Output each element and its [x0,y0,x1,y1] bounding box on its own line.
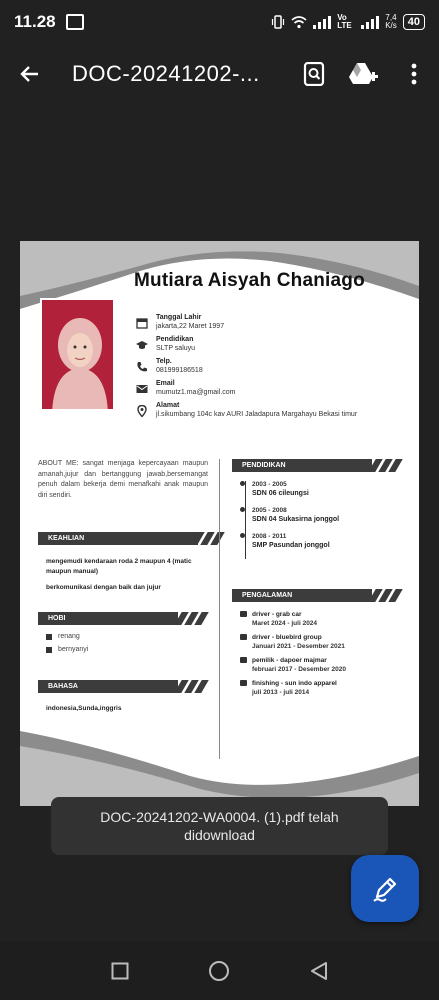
mail-icon [136,383,148,395]
hobby-label: renang [58,633,80,640]
experience-title: pemilik - dapoer majmar [252,657,327,664]
section-title: KEAHLIAN [48,535,85,542]
experience-list [240,610,400,702]
education-school: SDN 04 Sukasirna jonggol [252,516,340,523]
section-header-pendidikan [232,459,372,472]
experience-item [240,656,400,674]
experience-title: driver - grab car [252,611,302,618]
education-item [242,506,402,525]
document-title: DOC-20241202-... [72,61,260,86]
contact-info-list [136,313,411,423]
header-stripes [190,532,226,545]
app-bar [0,44,439,104]
header-stripes [174,612,210,625]
triangle-back-icon [310,961,328,981]
about-me-text: ABOUT ME: sangat menjaga kepercayaan maupun amanah,jujur dan bertanggung jawab,bersemangat penuh dalam bekerja demi menafkahi anak maupun diri sendiri. [38,460,208,499]
gallery-notification-icon [66,14,84,30]
info-birthdate [136,313,411,332]
system-nav-bar [0,941,439,1000]
experience-item [240,610,400,628]
status-icons [271,14,425,30]
checkbox-icon [46,634,52,640]
education-years: 2005 - 2008 [252,507,287,514]
briefcase-icon [240,611,247,617]
status-time: 11.28 [14,12,56,31]
signal-icon [313,15,331,29]
info-label: Tanggal Lahir [156,314,202,321]
briefcase-icon [240,657,247,663]
download-toast: DOC-20241202-WA0004. (1).pdf telah didownload [51,797,388,855]
experience-date: Maret 2024 - juli 2024 [252,620,318,627]
document-search-icon [303,62,325,86]
square-icon [111,962,129,980]
experience-date: Januari 2021 - Desember 2021 [252,643,345,650]
skill-item: mengemudi kendaraan roda 2 maupun 4 (matic maupun manual) [46,558,192,575]
info-value: SLTP saluyu [156,345,196,352]
search-in-document-button[interactable] [289,49,339,99]
calendar-icon [136,317,148,329]
section-title: PENDIDIKAN [242,462,286,469]
info-label: Telp. [156,358,172,365]
net-rate-unit: K/s [385,21,397,30]
battery-level: 40 [407,16,420,28]
edit-fab-button[interactable] [351,855,419,922]
header-stripes [368,589,404,602]
signal-icon-2 [361,15,379,29]
hobby-item [46,633,80,640]
briefcase-icon [240,680,247,686]
education-item [242,532,402,551]
status-bar [0,0,439,44]
info-value: mumutz1.ma@gmail.com [156,389,236,396]
phone-icon [136,361,148,373]
experience-title: finishing - sun indo apparel [252,680,337,687]
education-school: SMP Pasundan jonggol [252,542,330,549]
info-phone [136,357,411,376]
section-header-hobi [38,612,178,625]
edit-pen-icon [371,875,399,903]
education-years: 2003 - 2005 [252,481,287,488]
header-stripes [368,459,404,472]
education-timeline [242,480,402,558]
section-title: BAHASA [48,683,78,690]
recents-button[interactable] [100,951,140,991]
battery-icon [403,14,425,30]
info-email [136,379,411,398]
cv-name: Mutiara Aisyah Chaniago [134,270,365,291]
timeline-dot [240,533,245,538]
timeline-dot [240,481,245,486]
pdf-page[interactable] [20,241,419,806]
net-rate [385,14,397,30]
briefcase-icon [240,634,247,640]
graduation-cap-icon [136,339,148,351]
info-value: jakarta,22 Maret 1997 [156,323,225,330]
skill-item: berkomunikasi dengan baik dan jujur [46,584,161,591]
wifi-icon [291,16,307,29]
info-label: Pendidikan [156,336,194,343]
header-stripes [174,680,210,693]
net-rate-value: 7,4 [385,13,397,22]
experience-item [240,679,400,697]
back-arrow-icon [18,62,42,86]
more-vert-icon [411,63,417,85]
section-header-keahlian [38,532,198,545]
timeline-dot [240,507,245,512]
vibrate-icon [271,15,285,29]
section-title: HOBI [48,615,66,622]
hobby-item [46,646,88,653]
experience-date: februari 2017 - Desember 2020 [252,666,346,673]
back-nav-button[interactable] [299,951,339,991]
education-years: 2008 - 2011 [252,533,287,540]
location-pin-icon [136,405,148,417]
info-value: 081999186518 [156,367,203,374]
checkbox-icon [46,647,52,653]
section-header-bahasa [38,680,178,693]
profile-photo [40,298,115,411]
drive-add-icon [349,62,379,86]
network-type: Vo LTE [337,13,352,30]
education-item [242,480,402,499]
info-label: Email [156,380,175,387]
language-value: indonesia,Sunda,inggris [46,705,122,712]
back-button[interactable] [0,44,60,104]
section-header-pengalaman [232,589,372,602]
section-title: PENGALAMAN [242,592,293,599]
info-address [136,401,411,420]
experience-title: driver - bluebird group [252,634,322,641]
app-actions [289,49,439,99]
info-education [136,335,411,354]
experience-item [240,633,400,651]
education-school: SDN 06 cileungsi [252,490,309,497]
hobby-label: bernyanyi [58,646,89,653]
info-label: Alamat [156,402,180,409]
info-value: jl.sikumbang 104c kav AURI Jaladapura Margahayu Bekasi timur [156,411,358,418]
home-button[interactable] [199,951,239,991]
add-to-drive-button[interactable] [339,49,389,99]
circle-icon [208,960,230,982]
experience-date: juli 2013 - juli 2014 [252,689,310,696]
column-divider [219,459,220,759]
more-options-button[interactable] [389,49,439,99]
